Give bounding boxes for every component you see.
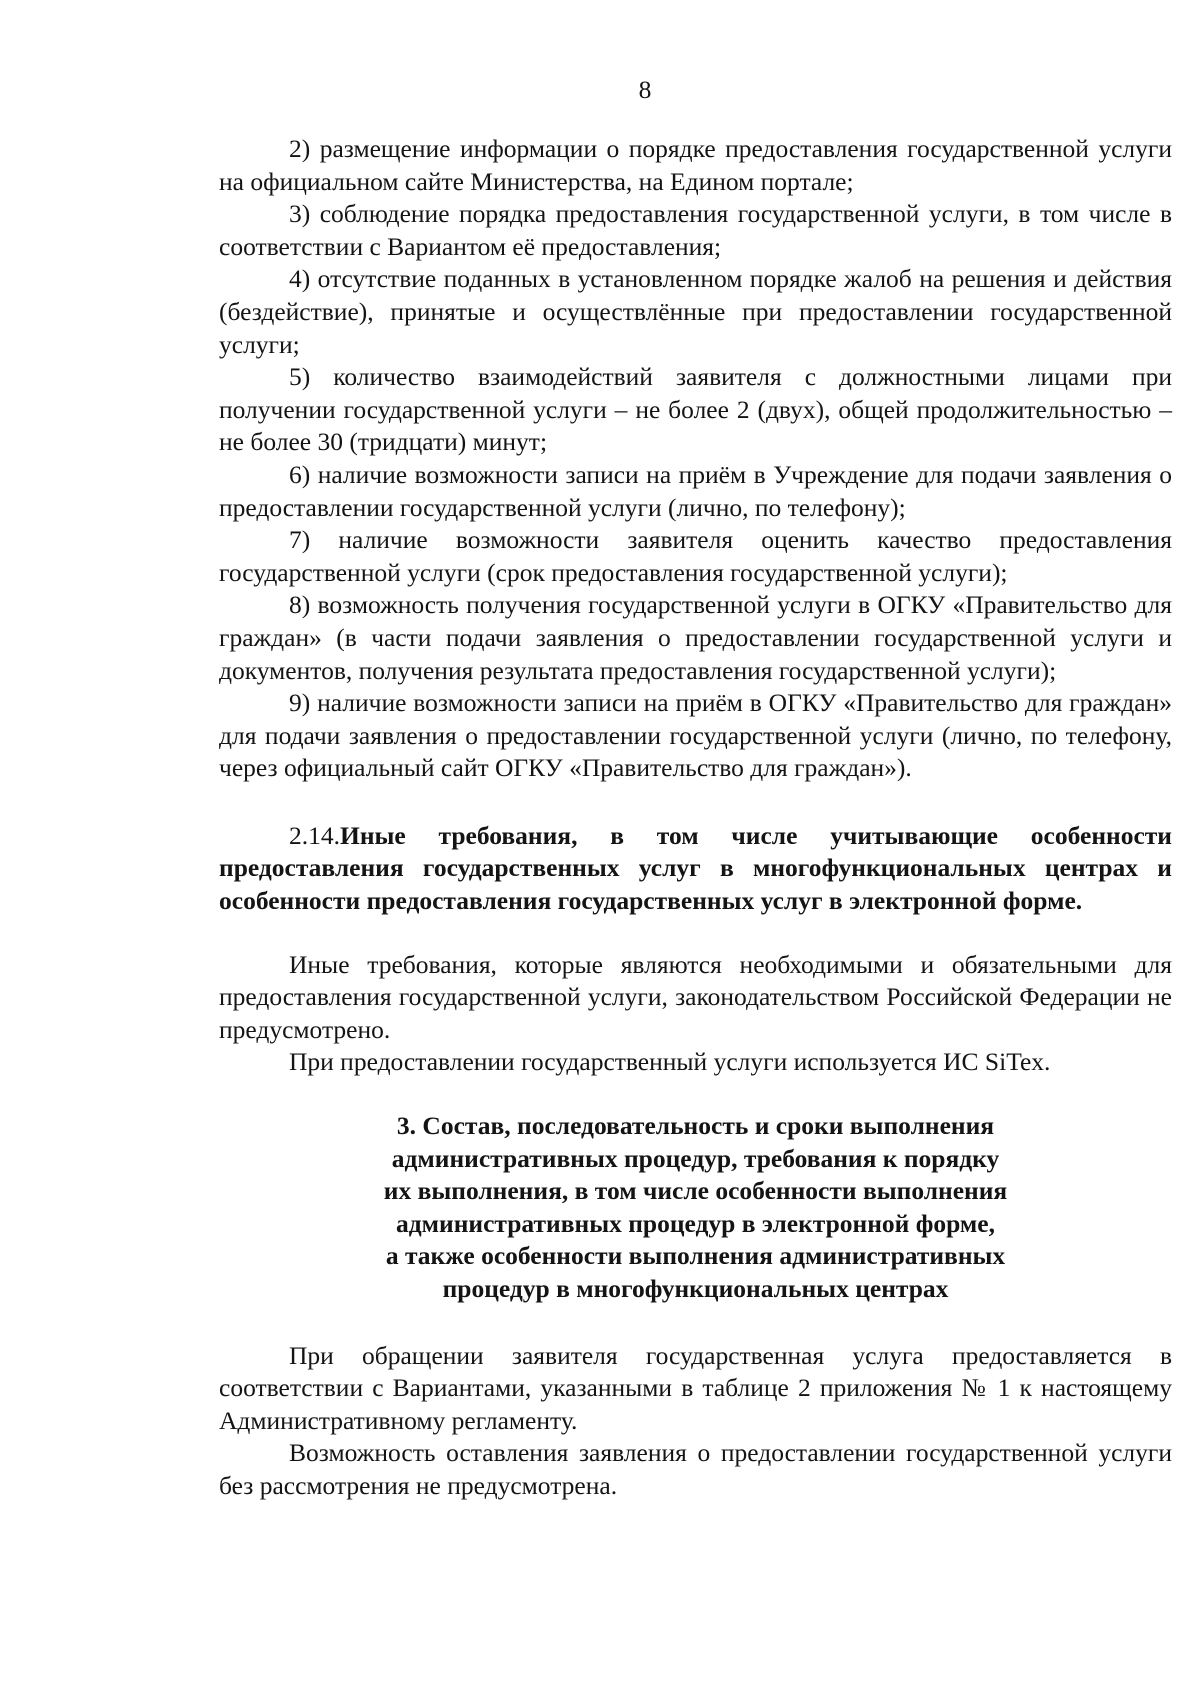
- heading-line: 3. Состав, последовательность и сроки выполнения: [396, 1111, 995, 1141]
- document-body: [219, 133, 1172, 1503]
- paragraph: Возможность оставления заявления о предоставлении государственной услуги без рассмотрения не предусмотрена.: [219, 1438, 1172, 1500]
- list-item: 2) размещение информации о порядке предоставления государственной услуги на официальном сайте Министерства, на Едином портале;: [219, 134, 1172, 196]
- section-title: Иные требования, в том числе учитывающие особенности предоставления государственных услуг в многофункциональных центрах и особенности предоставления государственных услуг в электронной форме.: [219, 820, 1172, 916]
- heading-line: административных процедур, требования к порядку: [391, 1143, 1000, 1173]
- section-214-heading: [219, 820, 1172, 918]
- list-item: 7) наличие возможности заявителя оценить качество предоставления государственной услуги (срок предоставления государственной услуги);: [219, 525, 1172, 587]
- list-item: 3) соблюдение порядка предоставления государственной услуги, в том числе в соответствии с Вариантом её предоставления;: [219, 199, 1172, 261]
- page-number: 8: [638, 75, 652, 104]
- list-item: 9) наличие возможности записи на приём в ОГКУ «Правительство для граждан» для подачи заявления о предоставлении государственной услуги (лично, по телефону, через официальный сайт ОГКУ «Правительство для граждан»).: [219, 688, 1172, 783]
- section-number: 2.14.: [289, 820, 340, 850]
- list-item: 5) количество взаимодействий заявителя с должностными лицами при получении государственной услуги – не более 2 (двух), общей продолжительностью – не более 30 (тридцати) минут;: [219, 362, 1172, 457]
- section-214-body: [219, 949, 1172, 1079]
- list-item: 6) наличие возможности записи на приём в Учреждение для подачи заявления о предоставлении государственной услуги (лично, по телефону);: [219, 459, 1172, 522]
- list-item: 8) возможность получения государственной услуги в ОГКУ «Правительство для граждан» (в части подачи заявления о предоставлении государственной услуги и документов, получения результата предоставления государственной услуги);: [219, 590, 1172, 685]
- list-item: 4) отсутствие поданных в установленном порядке жалоб на решения и действия (бездействие), принятые и осуществлённые при предоставлении государственной услуги;: [219, 264, 1172, 359]
- quality-indicators-list: [219, 133, 1172, 785]
- paragraph: Иные требования, которые являются необходимыми и обязательными для предоставления государственной услуги, законодательством Российской Федерации не предусмотрено.: [219, 949, 1172, 1044]
- section-3-body: [219, 1340, 1172, 1503]
- heading-line: административных процедур в электронной форме,: [396, 1208, 995, 1238]
- section-3-heading: [346, 1110, 1046, 1306]
- heading-line: процедур в многофункциональных центрах: [442, 1274, 949, 1303]
- paragraph: При предоставлении государственный услуги используется ИС SiTex.: [289, 1047, 1051, 1077]
- paragraph: При обращении заявителя государственная услуга предоставляется в соответствии с Вариантами, указанными в таблице 2 приложения № 1 к настоящему Административному регламенту.: [219, 1340, 1172, 1435]
- heading-line: их выполнения, в том числе особенности выполнения: [383, 1176, 1008, 1206]
- heading-line: а также особенности выполнения административных: [385, 1241, 1006, 1271]
